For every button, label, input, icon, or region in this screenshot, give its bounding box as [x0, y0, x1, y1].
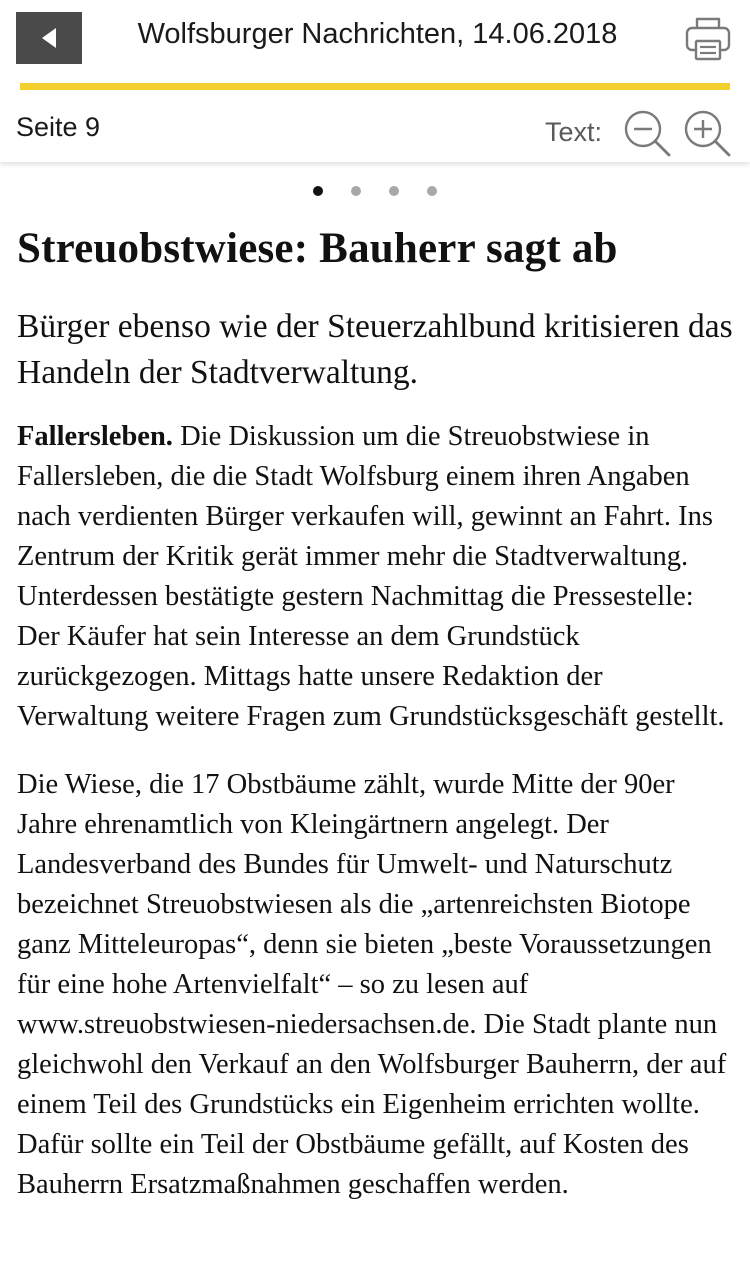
page-dot-3[interactable] — [389, 186, 399, 196]
accent-bar — [20, 83, 730, 90]
page-dot-2[interactable] — [351, 186, 361, 196]
article-paragraph: Die Wiese, die 17 Obstbäume zählt, wurde Mitte der 90er Jahre ehrenamtlich von Kleingärtnern angelegt. Der Landesverband des Bundes für Umwelt- und Naturschutz bezeichnet Streuobstwiesen als die „artenreichsten Biotope ganz Mitteleuropas“, denn sie bieten „beste Voraussetzungen für eine hohe Artenvielfalt“ – so zu lesen auf www.streuobstwiesen-niedersachsen.de. Die Stadt plante nun gleichwohl den Verkauf an den Wolfsburger Bauherrn, der auf einem Teil des Grundstücks ein Eigenheim errichten wollte. Dafür sollte ein Teil der Obstbäume gefällt, auf Kosten des Bauherrn Ersatzmaßnahmen geschaffen werden. — [17, 769, 727, 1200]
back-arrow-icon — [40, 27, 58, 49]
page-dot-4[interactable] — [427, 186, 437, 196]
article-paragraph — [17, 417, 733, 737]
article-subheadline: Bürger ebenso wie der Steuerzahlbund kritisieren das Handeln der Stadtverwaltung. — [17, 308, 733, 391]
paragraph-text: Die Diskussion um die Streuobstwiese in Fallersleben, die die Stadt Wolfsburg einem ihren Angaben nach verdienten Bürger verkaufen will, gewinnt an Fahrt. Ins Zentrum der Kritik gerät immer mehr die Stadtverwaltung. Unterdessen bestätigte gestern Nachmittag die Pressestelle: Der Käufer hat sein Interesse an dem Grundstück zurückgezogen. Mittags hatte unsere Redaktion der Verwaltung weitere Fragen zum Grundstücksgeschäft gestellt. — [17, 421, 725, 732]
publication-title: Wolfsburger Nachrichten, 14.06.2018 — [137, 18, 618, 50]
page-dot-1[interactable] — [313, 186, 323, 196]
print-button[interactable] — [684, 14, 732, 62]
zoom-out-icon — [622, 108, 672, 158]
article-dateline: Fallersleben. — [17, 421, 173, 452]
article-body — [17, 222, 733, 1205]
text-decrease-button[interactable] — [622, 108, 672, 158]
back-button[interactable] — [16, 12, 82, 64]
printer-icon — [684, 14, 732, 62]
page-indicator[interactable] — [0, 186, 750, 200]
page-toolbar — [0, 92, 750, 162]
text-size-label: Text: — [545, 117, 603, 147]
zoom-in-icon — [682, 108, 732, 158]
article-headline: Streuobstwiese: Bauherr sagt ab — [17, 225, 618, 272]
page-number: Seite 9 — [16, 112, 101, 142]
text-increase-button[interactable] — [682, 108, 732, 158]
top-bar — [0, 0, 750, 78]
